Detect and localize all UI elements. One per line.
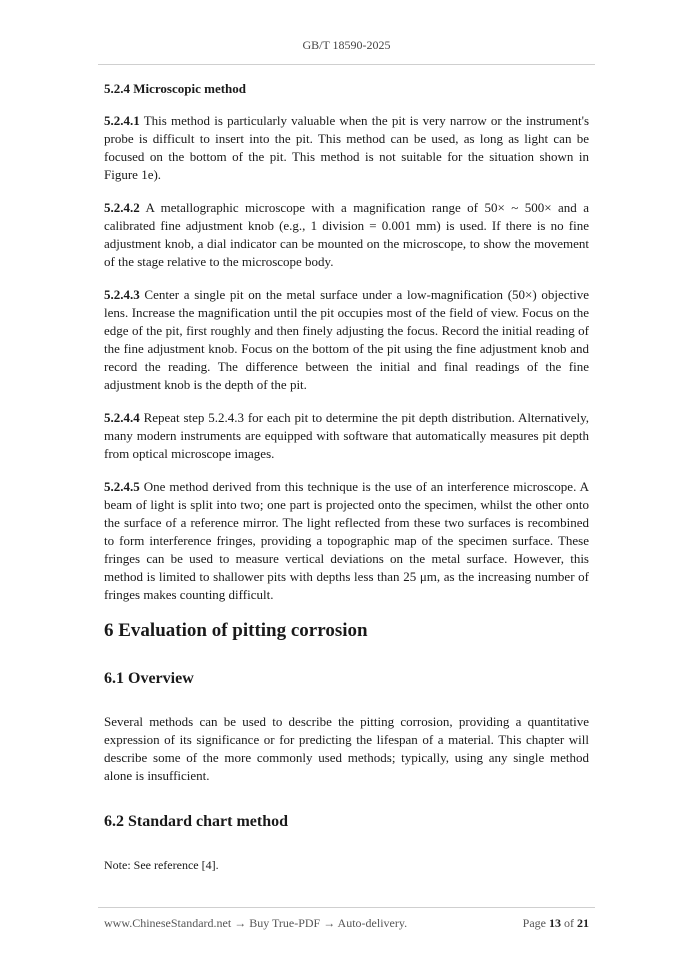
paragraph-5-2-4-4 bbox=[104, 409, 589, 463]
of-label: of bbox=[564, 916, 574, 930]
paragraph-6-1: Several methods can be used to describe the pitting corrosion, providing a quantitative expression of its significance or for predicting the lifespan of a material. This chapter will describe some of the more commonly used methods; typically, using any single method alone is insufficient. bbox=[104, 714, 589, 783]
clause-text: Center a single pit on the metal surface under a low-magnification (50×) objective lens. Increase the magnification until the pit occupies most of the field of view. Focus on the edge of the pit, first roughly and then finely adjusting the focus. Record the initial reading of the fine adjustment knob. Focus on the bottom of the pit using the fine adjustment knob and record the reading. The difference between the initial and final readings of the fine adjustment knob is the depth of the pit. bbox=[104, 287, 589, 392]
heading-6-2: 6.2 Standard chart method bbox=[104, 813, 289, 830]
paragraph-5-2-4-2 bbox=[104, 199, 589, 271]
clause-text: This method is particularly valuable when the pit is very narrow or the instrument's probe is difficult to insert into the pit. This method can be used, as long as light can be focused on the bottom of the pit. This method is not suitable for the situation shown in Figure 1e). bbox=[104, 113, 590, 182]
paragraph-5-2-4-3 bbox=[104, 286, 589, 394]
note-6-2: Note: See reference [4]. bbox=[104, 858, 219, 872]
clause-number: 5.2.4.3 bbox=[104, 287, 140, 302]
clause-number: 5.2.4.1 bbox=[104, 113, 140, 128]
page-indicator bbox=[523, 916, 589, 931]
footer-link[interactable]: www.ChineseStandard.net → Buy True-PDF → Auto-delivery. bbox=[104, 916, 408, 930]
clause-text: A metallographic microscope with a magnification range of 50× ~ 500× and a calibrated fine adjustment knob (e.g., 1 division = 0.001 mm) is used. If there is no fine adjustment knob, a dial indicator can be mounted on the microscope, to show the movement of the stage relative to the microscope body. bbox=[104, 200, 589, 269]
clause-number: 5.2.4.5 bbox=[104, 479, 140, 494]
clause-text: One method derived from this technique is the use of an interference microscope. A beam of light is split into two; one part is projected onto the specimen, whilst the other onto the surface of a reference mirror. The light reflected from these two surfaces is recombined to form interference fringes, providing a topographic map of the specimen surface. These fringes can be used to measure vertical deviations on the metal surface. However, this method is limited to shallower pits with depths less than 25 μm, as the increasing number of fringes makes counting difficult. bbox=[104, 479, 590, 602]
heading-5-2-4: 5.2.4 Microscopic method bbox=[104, 81, 247, 96]
footer-divider bbox=[98, 907, 595, 908]
clause-number: 5.2.4.4 bbox=[104, 410, 140, 425]
page-footer bbox=[104, 916, 589, 931]
running-header: GB/T 18590-2025 bbox=[302, 38, 391, 52]
paragraph-5-2-4-5 bbox=[104, 478, 589, 604]
clause-number: 5.2.4.2 bbox=[104, 200, 140, 215]
header-divider bbox=[98, 64, 595, 65]
heading-chapter-6: 6 Evaluation of pitting corrosion bbox=[104, 620, 368, 641]
page-number: 13 bbox=[549, 916, 561, 930]
document-body bbox=[104, 80, 589, 889]
page-label: Page bbox=[522, 916, 546, 930]
heading-6-1: 6.1 Overview bbox=[104, 670, 194, 687]
paragraph-5-2-4-1 bbox=[104, 112, 589, 184]
page-total: 21 bbox=[577, 916, 589, 930]
clause-text: Repeat step 5.2.4.3 for each pit to determine the pit depth distribution. Alternatively, many modern instruments are equipped with software that automatically measures pit depth from optical microscope images. bbox=[104, 410, 589, 461]
